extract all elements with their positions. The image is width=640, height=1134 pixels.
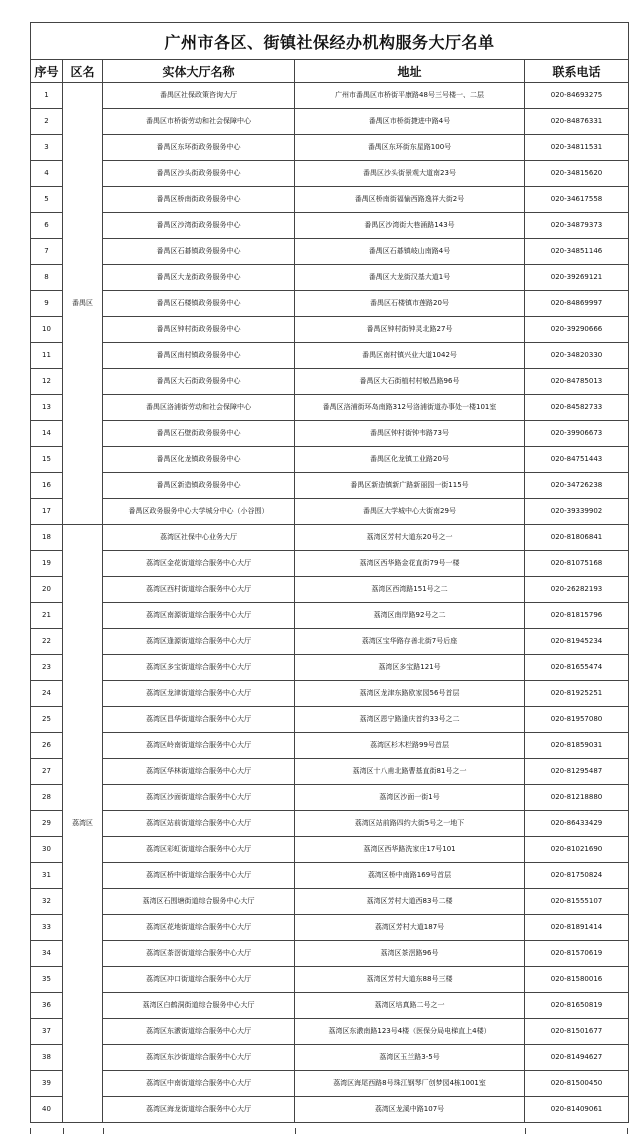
address-cell: 荔湾区龙溪中路107号 xyxy=(295,1097,525,1123)
row-number: 32 xyxy=(31,889,63,915)
table-row xyxy=(31,109,629,135)
row-number: 37 xyxy=(31,1019,63,1045)
hall-name-cell: 番禺区石壁街政务服务中心 xyxy=(103,421,295,447)
address-cell: 荔湾区站前路四约大街5号之一地下 xyxy=(295,811,525,837)
hall-name-cell: 荔湾区东漖街道综合服务中心大厅 xyxy=(103,1019,295,1045)
table-row xyxy=(31,161,629,187)
table-row xyxy=(31,369,629,395)
address-cell: 荔湾区桥中南路169号首层 xyxy=(295,863,525,889)
district-cell: 荔湾区 xyxy=(63,525,103,1123)
table-row xyxy=(31,629,629,655)
row-number: 11 xyxy=(31,343,63,369)
hall-name-cell: 番禺区石碁镇政务服务中心 xyxy=(103,239,295,265)
row-number: 4 xyxy=(31,161,63,187)
row-number: 10 xyxy=(31,317,63,343)
phone-cell: 020-81859031 xyxy=(525,733,629,759)
hall-name-cell: 荔湾区沙面街道综合服务中心大厅 xyxy=(103,785,295,811)
table-row xyxy=(31,681,629,707)
address-cell: 荔湾区西华路洗家庄17号101 xyxy=(295,837,525,863)
table-row xyxy=(31,733,629,759)
phone-cell: 020-81650819 xyxy=(525,993,629,1019)
address-cell: 番禺区大石街植村村敏昌路96号 xyxy=(295,369,525,395)
table-row xyxy=(31,603,629,629)
phone-cell: 020-34851146 xyxy=(525,239,629,265)
phone-cell: 020-84869997 xyxy=(525,291,629,317)
table-row xyxy=(31,291,629,317)
row-number: 18 xyxy=(31,525,63,551)
row-number: 15 xyxy=(31,447,63,473)
row-number: 5 xyxy=(31,187,63,213)
phone-cell: 020-81806841 xyxy=(525,525,629,551)
table-row xyxy=(31,759,629,785)
header-name: 实体大厅名称 xyxy=(103,60,295,83)
phone-cell: 020-84751443 xyxy=(525,447,629,473)
table-row xyxy=(31,993,629,1019)
hall-name-cell: 荔湾区桥中街道综合服务中心大厅 xyxy=(103,863,295,889)
table-row xyxy=(31,655,629,681)
row-number: 17 xyxy=(31,499,63,525)
table-row xyxy=(31,499,629,525)
table-row xyxy=(31,317,629,343)
row-number: 40 xyxy=(31,1097,63,1123)
table-row xyxy=(31,1071,629,1097)
table-continuation-edge xyxy=(30,1128,628,1134)
hall-name-cell: 荔湾区彩虹街道综合服务中心大厅 xyxy=(103,837,295,863)
hall-name-cell: 荔湾区中南街道综合服务中心大厅 xyxy=(103,1071,295,1097)
address-cell: 荔湾区多宝路121号 xyxy=(295,655,525,681)
table-row xyxy=(31,967,629,993)
phone-cell: 020-34811531 xyxy=(525,135,629,161)
phone-cell: 020-81500450 xyxy=(525,1071,629,1097)
row-number: 1 xyxy=(31,83,63,109)
hall-name-cell: 番禺区大石街政务服务中心 xyxy=(103,369,295,395)
hall-name-cell: 荔湾区南源街道综合服务中心大厅 xyxy=(103,603,295,629)
address-cell: 荔湾区杉木栏路99号首层 xyxy=(295,733,525,759)
address-cell: 番禺区沙头街景观大道南23号 xyxy=(295,161,525,187)
address-cell: 荔湾区十八甫北路曹基直街81号之一 xyxy=(295,759,525,785)
row-number: 16 xyxy=(31,473,63,499)
hall-name-cell: 荔湾区龙津街道综合服务中心大厅 xyxy=(103,681,295,707)
address-cell: 荔湾区玉兰路3-5号 xyxy=(295,1045,525,1071)
phone-cell: 020-81570619 xyxy=(525,941,629,967)
hall-name-cell: 荔湾区东沙街道综合服务中心大厅 xyxy=(103,1045,295,1071)
phone-cell: 020-81494627 xyxy=(525,1045,629,1071)
row-number: 12 xyxy=(31,369,63,395)
phone-cell: 020-86433429 xyxy=(525,811,629,837)
address-cell: 荔湾区芳村大道西83号二楼 xyxy=(295,889,525,915)
row-number: 28 xyxy=(31,785,63,811)
table-row xyxy=(31,265,629,291)
table-row xyxy=(31,1097,629,1123)
row-number: 25 xyxy=(31,707,63,733)
row-number: 38 xyxy=(31,1045,63,1071)
phone-cell: 020-81218880 xyxy=(525,785,629,811)
table-row xyxy=(31,525,629,551)
hall-name-cell: 番禺区新造镇政务服务中心 xyxy=(103,473,295,499)
hall-name-cell: 荔湾区华林街道综合服务中心大厅 xyxy=(103,759,295,785)
address-cell: 番禺区钟村街钟灵北路27号 xyxy=(295,317,525,343)
row-number: 22 xyxy=(31,629,63,655)
address-cell: 番禺区南村镇兴业大道1042号 xyxy=(295,343,525,369)
row-number: 27 xyxy=(31,759,63,785)
table-row xyxy=(31,395,629,421)
hall-name-cell: 荔湾区白鹤洞街道综合服务中心大厅 xyxy=(103,993,295,1019)
table-row xyxy=(31,343,629,369)
table-row xyxy=(31,915,629,941)
hall-name-cell: 番禺区洛浦街劳动和社会保障中心 xyxy=(103,395,295,421)
header-no: 序号 xyxy=(31,60,63,83)
table-row xyxy=(31,421,629,447)
hall-name-cell: 番禺区桥南街政务服务中心 xyxy=(103,187,295,213)
table-row xyxy=(31,551,629,577)
hall-name-cell: 番禺区石楼镇政务服务中心 xyxy=(103,291,295,317)
service-hall-list-document xyxy=(30,22,628,1123)
table-row xyxy=(31,213,629,239)
phone-cell: 020-84693275 xyxy=(525,83,629,109)
hall-name-cell: 番禺区化龙镇政务服务中心 xyxy=(103,447,295,473)
row-number: 2 xyxy=(31,109,63,135)
table-row xyxy=(31,889,629,915)
phone-cell: 020-34617558 xyxy=(525,187,629,213)
phone-cell: 020-34726238 xyxy=(525,473,629,499)
table-row xyxy=(31,941,629,967)
service-hall-table xyxy=(30,22,629,1123)
row-number: 3 xyxy=(31,135,63,161)
phone-cell: 020-81750824 xyxy=(525,863,629,889)
row-number: 34 xyxy=(31,941,63,967)
address-cell: 番禺区洛浦街环岛南路312号洛浦街道办事处一楼101室 xyxy=(295,395,525,421)
address-cell: 番禺区石碁镇岐山南路4号 xyxy=(295,239,525,265)
district-cell: 番禺区 xyxy=(63,83,103,525)
phone-cell: 020-26282193 xyxy=(525,577,629,603)
row-number: 33 xyxy=(31,915,63,941)
phone-cell: 020-81945234 xyxy=(525,629,629,655)
phone-cell: 020-81075168 xyxy=(525,551,629,577)
hall-name-cell: 荔湾区冲口街道综合服务中心大厅 xyxy=(103,967,295,993)
table-row xyxy=(31,785,629,811)
row-number: 24 xyxy=(31,681,63,707)
hall-name-cell: 荔湾区岭南街道综合服务中心大厅 xyxy=(103,733,295,759)
header-address: 地址 xyxy=(295,60,525,83)
table-row xyxy=(31,837,629,863)
header-phone: 联系电话 xyxy=(525,60,629,83)
hall-name-cell: 番禺区南村镇政务服务中心 xyxy=(103,343,295,369)
address-cell: 番禺区新造镇新广路新丽园一街115号 xyxy=(295,473,525,499)
row-number: 8 xyxy=(31,265,63,291)
hall-name-cell: 番禺区大龙街政务服务中心 xyxy=(103,265,295,291)
phone-cell: 020-81815796 xyxy=(525,603,629,629)
address-cell: 荔湾区西湾路151号之二 xyxy=(295,577,525,603)
hall-name-cell: 荔湾区多宝街道综合服务中心大厅 xyxy=(103,655,295,681)
phone-cell: 020-39269121 xyxy=(525,265,629,291)
table-row xyxy=(31,577,629,603)
row-number: 31 xyxy=(31,863,63,889)
table-row xyxy=(31,707,629,733)
phone-cell: 020-39906673 xyxy=(525,421,629,447)
address-cell: 荔湾区海尾西路8号珠江钢琴厂创梦园4栋1001室 xyxy=(295,1071,525,1097)
hall-name-cell: 荔湾区花地街道综合服务中心大厅 xyxy=(103,915,295,941)
address-cell: 番禺区大龙街汉基大道1号 xyxy=(295,265,525,291)
address-cell: 番禺区东环街东星路100号 xyxy=(295,135,525,161)
address-cell: 番禺区化龙镇工业路20号 xyxy=(295,447,525,473)
phone-cell: 020-81925251 xyxy=(525,681,629,707)
phone-cell: 020-81501677 xyxy=(525,1019,629,1045)
hall-name-cell: 荔湾区逢源街道综合服务中心大厅 xyxy=(103,629,295,655)
row-number: 7 xyxy=(31,239,63,265)
phone-cell: 020-84582733 xyxy=(525,395,629,421)
header-district: 区名 xyxy=(63,60,103,83)
address-cell: 荔湾区茶滘路96号 xyxy=(295,941,525,967)
table-row xyxy=(31,135,629,161)
hall-name-cell: 番禺区钟村街政务服务中心 xyxy=(103,317,295,343)
row-number: 36 xyxy=(31,993,63,1019)
row-number: 6 xyxy=(31,213,63,239)
address-cell: 荔湾区西华路金花直街79号一楼 xyxy=(295,551,525,577)
address-cell: 荔湾区芳村大道187号 xyxy=(295,915,525,941)
address-cell: 广州市番禺区市桥街平康路48号三号楼一、二层 xyxy=(295,83,525,109)
hall-name-cell: 荔湾区茶滘街道综合服务中心大厅 xyxy=(103,941,295,967)
table-row xyxy=(31,473,629,499)
phone-cell: 020-34815620 xyxy=(525,161,629,187)
row-number: 9 xyxy=(31,291,63,317)
phone-cell: 020-84876331 xyxy=(525,109,629,135)
address-cell: 荔湾区龙津东路欧家园56号首层 xyxy=(295,681,525,707)
hall-name-cell: 荔湾区社保中心业务大厅 xyxy=(103,525,295,551)
hall-name-cell: 荔湾区站前街道综合服务中心大厅 xyxy=(103,811,295,837)
address-cell: 番禺区市桥街捷进中路4号 xyxy=(295,109,525,135)
table-row xyxy=(31,1019,629,1045)
hall-name-cell: 荔湾区金花街道综合服务中心大厅 xyxy=(103,551,295,577)
row-number: 14 xyxy=(31,421,63,447)
address-cell: 荔湾区恩宁路逢庆首约33号之二 xyxy=(295,707,525,733)
phone-cell: 020-81580016 xyxy=(525,967,629,993)
hall-name-cell: 番禺区政务服务中心大学城分中心（小谷围） xyxy=(103,499,295,525)
phone-cell: 020-81555107 xyxy=(525,889,629,915)
row-number: 30 xyxy=(31,837,63,863)
phone-cell: 020-34820330 xyxy=(525,343,629,369)
table-row xyxy=(31,811,629,837)
address-cell: 荔湾区沙面一街1号 xyxy=(295,785,525,811)
phone-cell: 020-81891414 xyxy=(525,915,629,941)
row-number: 29 xyxy=(31,811,63,837)
row-number: 20 xyxy=(31,577,63,603)
table-row xyxy=(31,447,629,473)
row-number: 13 xyxy=(31,395,63,421)
phone-cell: 020-81655474 xyxy=(525,655,629,681)
address-cell: 荔湾区宝华路存善北街7号后座 xyxy=(295,629,525,655)
address-cell: 番禺区沙湾街大巷涌路143号 xyxy=(295,213,525,239)
hall-name-cell: 番禺区社保政策咨询大厅 xyxy=(103,83,295,109)
table-row xyxy=(31,83,629,109)
hall-name-cell: 荔湾区昌华街道综合服务中心大厅 xyxy=(103,707,295,733)
address-cell: 番禺区桥南街福愉西路逸祥大街2号 xyxy=(295,187,525,213)
row-number: 35 xyxy=(31,967,63,993)
hall-name-cell: 荔湾区海龙街道综合服务中心大厅 xyxy=(103,1097,295,1123)
header-row xyxy=(31,60,629,83)
address-cell: 荔湾区芳村大道东88号三楼 xyxy=(295,967,525,993)
row-number: 39 xyxy=(31,1071,63,1097)
hall-name-cell: 番禺区东环街政务服务中心 xyxy=(103,135,295,161)
address-cell: 番禺区石楼镇市莲路20号 xyxy=(295,291,525,317)
row-number: 21 xyxy=(31,603,63,629)
table-title: 广州市各区、街镇社保经办机构服务大厅名单 xyxy=(31,23,629,60)
address-cell: 荔湾区培真路二号之一 xyxy=(295,993,525,1019)
phone-cell: 020-81021690 xyxy=(525,837,629,863)
hall-name-cell: 荔湾区西村街道综合服务中心大厅 xyxy=(103,577,295,603)
address-cell: 荔湾区南岸路92号之二 xyxy=(295,603,525,629)
row-number: 26 xyxy=(31,733,63,759)
table-row xyxy=(31,1045,629,1071)
phone-cell: 020-81409061 xyxy=(525,1097,629,1123)
phone-cell: 020-81295487 xyxy=(525,759,629,785)
row-number: 23 xyxy=(31,655,63,681)
row-number: 19 xyxy=(31,551,63,577)
phone-cell: 020-39290666 xyxy=(525,317,629,343)
address-cell: 番禺区大学城中心大街南29号 xyxy=(295,499,525,525)
address-cell: 荔湾区芳村大道东20号之一 xyxy=(295,525,525,551)
table-row xyxy=(31,187,629,213)
table-row xyxy=(31,863,629,889)
table-body xyxy=(31,83,629,1123)
address-cell: 番禺区钟村街钟韦路73号 xyxy=(295,421,525,447)
hall-name-cell: 番禺区市桥街劳动和社会保障中心 xyxy=(103,109,295,135)
phone-cell: 020-84785013 xyxy=(525,369,629,395)
phone-cell: 020-39339902 xyxy=(525,499,629,525)
table-row xyxy=(31,239,629,265)
phone-cell: 020-81957080 xyxy=(525,707,629,733)
phone-cell: 020-34879373 xyxy=(525,213,629,239)
hall-name-cell: 荔湾区石围塘街道综合服务中心大厅 xyxy=(103,889,295,915)
hall-name-cell: 番禺区沙头街政务服务中心 xyxy=(103,161,295,187)
address-cell: 荔湾区东漖南路123号4楼（医保分局电梯直上4楼） xyxy=(295,1019,525,1045)
hall-name-cell: 番禺区沙湾街政务服务中心 xyxy=(103,213,295,239)
